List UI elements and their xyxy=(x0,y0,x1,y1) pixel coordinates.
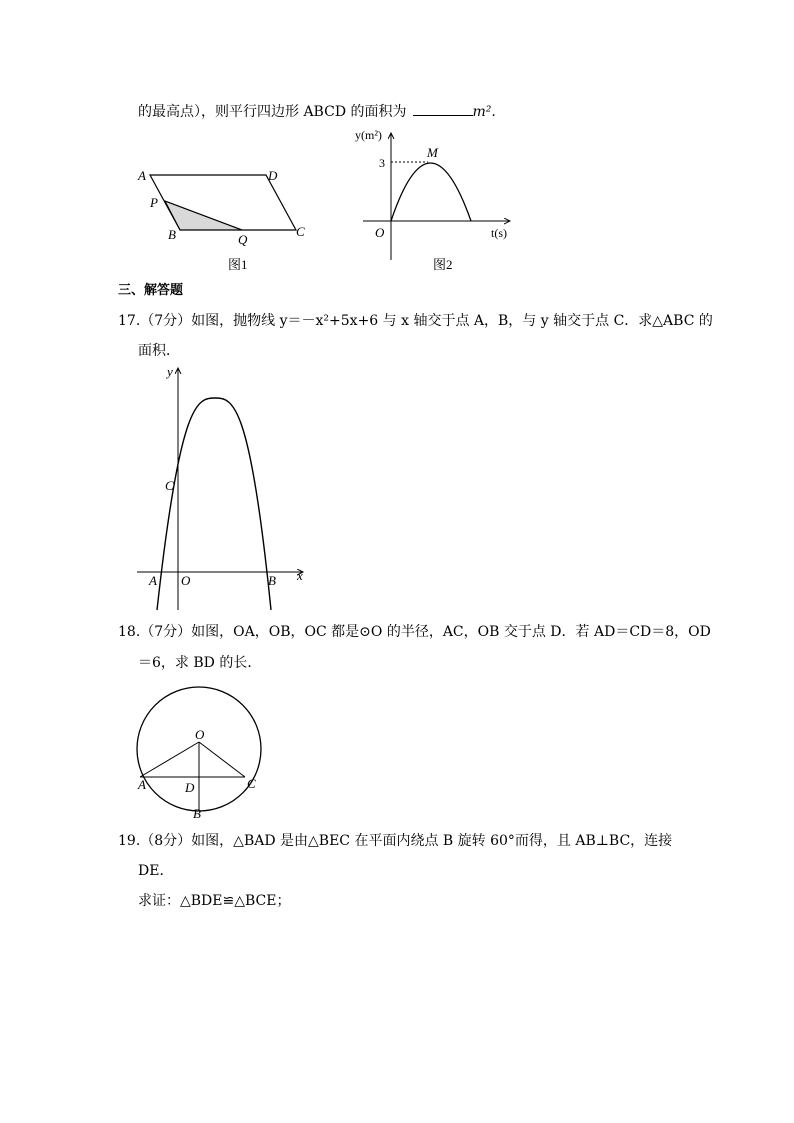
q17-line-2: 面积． xyxy=(138,343,180,359)
q17-label-c: C xyxy=(165,478,174,493)
label-p: P xyxy=(150,195,158,210)
origin-label: O xyxy=(375,225,385,240)
figure-1-parallelogram xyxy=(130,165,320,275)
section-3-title: 三、解答题 xyxy=(118,283,184,298)
q17-label-a: A xyxy=(149,573,157,588)
q16-tail-text: 的最高点），则平行四边形 ABCD 的面积为 xyxy=(138,104,407,120)
segment-oc xyxy=(199,742,245,777)
label-a: A xyxy=(138,168,146,183)
label-q: Q xyxy=(238,232,248,247)
q17-line-1: 17.（7分）如图，抛物线 y＝－x²+5x+6 与 x 轴交于点 A，B，与 y 轴交于点 C．求△ABC 的 xyxy=(118,313,713,329)
parallelogram-abcd xyxy=(150,175,296,230)
q18-label-b: B xyxy=(193,806,201,821)
q18-circle-figure xyxy=(130,680,270,825)
q19-line-2: DE． xyxy=(138,863,174,879)
q18-label-o: O xyxy=(195,727,205,742)
q18-label-d: D xyxy=(185,780,195,795)
q17-label-b: B xyxy=(268,573,276,588)
label-b: B xyxy=(168,227,176,242)
q16-tail-line xyxy=(138,103,496,121)
q17-parabola-figure xyxy=(135,362,310,614)
q17-parabola xyxy=(157,398,271,610)
y-tick-3: 3 xyxy=(379,156,385,170)
q17-label-o: O xyxy=(181,573,191,588)
q17-label-y: y xyxy=(167,364,173,379)
y-axis-label: y(m²) xyxy=(355,128,382,142)
figure-1-caption: 图1 xyxy=(228,257,248,272)
q18-label-c: C xyxy=(247,776,256,791)
q16-unit: m². xyxy=(472,104,496,120)
label-d: D xyxy=(268,168,278,183)
q18-line-2: ＝6，求 BD 的长． xyxy=(138,655,262,671)
peak-label-m: M xyxy=(427,145,438,160)
figure-2-graph xyxy=(355,125,525,275)
x-axis-label: t(s) xyxy=(491,226,507,240)
q17-label-x: x xyxy=(297,568,303,583)
q18-label-a: A xyxy=(138,777,146,792)
q19-line-3: 求证：△BDE≌△BCE； xyxy=(138,893,291,909)
answer-blank[interactable] xyxy=(413,103,473,116)
q19-line-1: 19.（8分）如图，△BAD 是由△BEC 在平面内绕点 B 旋转 60°而得，且 AB⊥BC，连接 xyxy=(118,833,673,849)
segment-oa xyxy=(140,742,199,777)
curve xyxy=(391,163,471,221)
label-c: C xyxy=(296,224,305,239)
q18-line-1: 18.（7分）如图，OA，OB，OC 都是⊙O 的半径，AC，OB 交于点 D．若 AD＝CD＝8，OD xyxy=(118,624,711,640)
figure-2-caption: 图2 xyxy=(433,257,453,272)
